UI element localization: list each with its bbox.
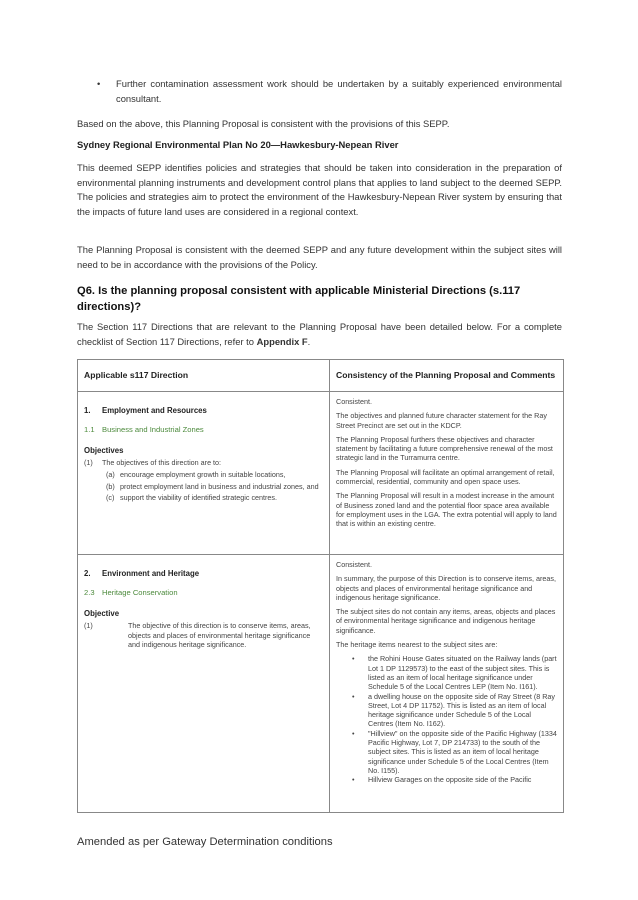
objective-label: Objective: [84, 609, 120, 618]
sepp-heading: Sydney Regional Environmental Plan No 20—Hawkesbury-Nepean River: [77, 139, 399, 150]
list-item: • a dwelling house on the opposite side of Ray Street (8 Ray Street, Lot 4 DP 11752). This is listed as an item of local heritage significance under Schedule 5 of the Local Centres (Item No. I162).: [352, 691, 555, 729]
s117-intro-text: The Section 117 Directions that are relevant to the Planning Proposal have been detailed below. For a complete checklist of Section 117 Directions, refer to: [77, 321, 562, 347]
objective-item: (c) support the viability of identified strategic centres.: [106, 493, 278, 502]
header-consistency-comments: Consistency of the Planning Proposal and Comments: [330, 360, 564, 392]
comment-paragraph: The heritage items nearest to the subject sites are:: [336, 640, 498, 650]
objective-intro: (1) The objectives of this direction are to:: [84, 458, 222, 467]
list-item: • Hillview Garages on the opposite side of the Pacific: [352, 775, 532, 785]
comment-paragraph: The Planning Proposal furthers these objectives and character statement by facilitating a future comprehensive renewal of the most strategic land in the Turramurra centre.: [336, 434, 553, 463]
objective-text: (1) The objective of this direction is to conserve items, areas, objects and places of environmental heritage significance and indigenous heritage significance.: [84, 621, 311, 649]
section-heading: 2. Environment and Heritage: [84, 569, 200, 578]
direction-cell-employment: [78, 392, 330, 555]
comment-paragraph: Consistent.: [336, 560, 372, 569]
subsection-heading: 2.3 Heritage Conservation: [84, 588, 178, 597]
table-header-row: [78, 360, 564, 392]
s117-directions-table: [77, 359, 564, 813]
sepp-paragraph-2: The Planning Proposal is consistent with the deemed SEPP and any future development within the subject sites will need to be in accordance with the provisions of the Policy.: [77, 244, 562, 270]
header-applicable-direction: Applicable s117 Direction: [78, 360, 330, 392]
comment-paragraph: The subject sites do not contain any items, areas, objects and places of environmental heritage significance and indigenous heritage significance.: [336, 607, 556, 635]
sepp-paragraph-1: This deemed SEPP identifies policies and strategies that should be taken into consideration in the preparation of environmental planning instruments and development control plans that applies to land subject to the deemed SEPP. The policies and strategies aim to protect the environment of the Hawkesbury-Nepean River system by ensuring that the impacts of future land uses are considered in a regional context.: [77, 162, 562, 217]
heritage-items-list: [352, 654, 557, 784]
sepp-conclusion: Based on the above, this Planning Proposal is consistent with the provisions of this SEPP.: [77, 118, 450, 129]
q6-heading: Q6. Is the planning proposal consistent with applicable Ministerial Directions (s.117 directions)?: [77, 285, 521, 313]
list-item: • the Rohini House Gates situated on the Railway lands (part Lot 1 DP 1129573) to the east of the subject sites. This is listed as an item of local heritage significance under Schedule 5 of the Local Centres LEP (Item No. I161).: [352, 654, 557, 692]
bullet-marker: •: [97, 78, 101, 89]
table-row: [78, 555, 564, 813]
comment-cell-employment: [330, 392, 564, 555]
appendix-f-reference: Appendix F: [256, 335, 308, 347]
comment-paragraph: The Planning Proposal will result in a modest increase in the amount of Business zoned land and the potential floor space area available for employment uses in the LGA. The extra potential will apply to land that is within an existing centre.: [336, 491, 557, 529]
bullet-text: Further contamination assessment work should be undertaken by a suitably experienced environmental consultant.: [116, 78, 562, 104]
page-footer: Amended as per Gateway Determination conditions: [77, 836, 333, 848]
direction-cell-heritage: [78, 555, 330, 813]
list-item: • "Hillview" on the opposite side of the Pacific Highway (1334 Pacific Highway, Lot 7, DP 214733) to the south of the subject sites. This is listed as an item of local heritage significance under Schedule 5 of the Local Centres (Item No. I155).: [352, 728, 557, 775]
s117-intro: [77, 320, 562, 349]
objective-item: (b) protect employment land in business and industrial zones, and: [106, 481, 319, 491]
s117-intro-end: .: [307, 335, 311, 347]
comment-cell-heritage: [330, 555, 564, 813]
table-row: [78, 392, 564, 555]
comment-paragraph: The Planning Proposal will facilitate an optimal arrangement of retail, commercial, residential, community and open space uses.: [336, 467, 555, 487]
comment-paragraph: The objectives and planned future character statement for the Ray Street Precinct are set out in the KDCP.: [336, 411, 547, 430]
comment-paragraph: Consistent.: [336, 397, 372, 406]
objective-item: (a) encourage employment growth in suitable locations,: [106, 470, 286, 479]
subsection-heading: 1.1 Business and Industrial Zones: [84, 425, 204, 434]
section-heading: 1. Employment and Resources: [84, 406, 207, 415]
comment-paragraph: In summary, the purpose of this Direction is to conserve items, areas, objects and places of environmental heritage significance and indigenous heritage significance.: [336, 574, 556, 602]
objectives-label: Objectives: [84, 446, 124, 455]
